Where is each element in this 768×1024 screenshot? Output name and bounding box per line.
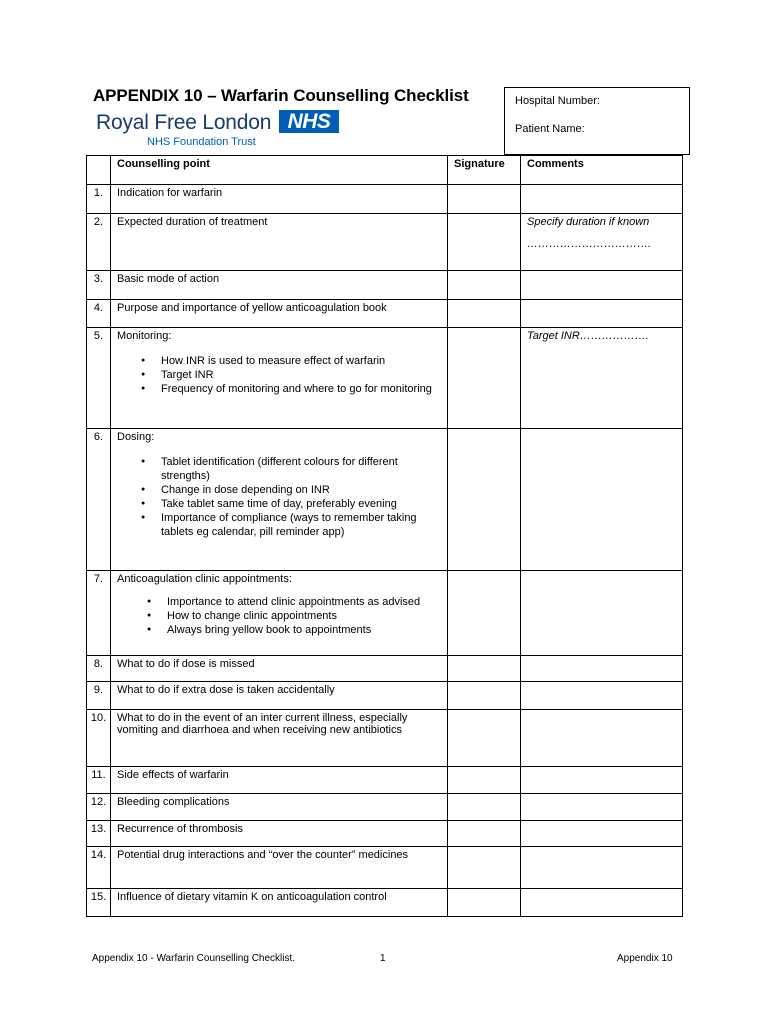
header-comments: Comments [521, 156, 683, 185]
signature-cell[interactable] [448, 767, 521, 794]
header-signature: Signature [448, 156, 521, 185]
row-number: 6. [87, 429, 111, 571]
table-row [87, 656, 683, 682]
signature-cell[interactable] [448, 682, 521, 710]
row-number: 5. [87, 328, 111, 429]
row-number: 12. [87, 794, 111, 821]
footer-left: Appendix 10 - Warfarin Counselling Checklist. [92, 953, 296, 964]
comments-cell[interactable] [521, 300, 683, 328]
signature-cell[interactable] [448, 847, 521, 889]
signature-cell[interactable] [448, 821, 521, 847]
counselling-point: Expected duration of treatment [111, 214, 448, 271]
table-row [87, 847, 683, 889]
table-row [87, 185, 683, 214]
row-number: 4. [87, 300, 111, 328]
row-number: 1. [87, 185, 111, 214]
comments-cell[interactable] [521, 185, 683, 214]
comments-cell[interactable] [521, 429, 683, 571]
comments-cell[interactable] [521, 214, 683, 271]
signature-cell[interactable] [448, 185, 521, 214]
patient-name-label: Patient Name: [515, 123, 585, 135]
counselling-point [111, 571, 448, 656]
row-number: 11. [87, 767, 111, 794]
signature-cell[interactable] [448, 214, 521, 271]
footer-right: Appendix 10 [617, 953, 673, 964]
list-item: ● How to change clinic appointments [167, 609, 447, 623]
table-row [87, 271, 683, 300]
point-bullets [117, 455, 447, 539]
row-number: 15. [87, 889, 111, 917]
counselling-point: Bleeding complications [111, 794, 448, 821]
signature-cell[interactable] [448, 889, 521, 917]
comments-cell[interactable] [521, 847, 683, 889]
hospital-number-label: Hospital Number: [515, 95, 600, 107]
signature-cell[interactable] [448, 794, 521, 821]
table-row [87, 300, 683, 328]
table-row [87, 889, 683, 917]
table-row [87, 794, 683, 821]
counselling-point: What to do if dose is missed [111, 656, 448, 682]
trust-logo-subtitle: NHS Foundation Trust [147, 136, 256, 148]
row-number: 2. [87, 214, 111, 271]
comments-cell[interactable] [521, 794, 683, 821]
patient-details-box [504, 87, 690, 155]
list-item: ● Tablet identification (different colours for different strengths) [161, 455, 447, 483]
list-item: ● Take tablet same time of day, preferably evening [161, 497, 447, 511]
list-item: ● How INR is used to measure effect of warfarin [161, 354, 447, 368]
table-row [87, 214, 683, 271]
comments-cell[interactable] [521, 571, 683, 656]
signature-cell[interactable] [448, 571, 521, 656]
list-item: ● Importance to attend clinic appointments as advised [167, 595, 447, 609]
counselling-point: Recurrence of thrombosis [111, 821, 448, 847]
table-row [87, 429, 683, 571]
signature-cell[interactable] [448, 300, 521, 328]
row-number: 9. [87, 682, 111, 710]
counselling-point: What to do in the event of an inter current illness, especially vomiting and diarrhoea and when receiving new antibiotics [111, 710, 448, 767]
header-counselling-point: Counselling point [111, 156, 448, 185]
signature-cell[interactable] [448, 710, 521, 767]
table-row [87, 682, 683, 710]
point-heading: Anticoagulation clinic appointments: [117, 573, 292, 585]
counselling-point: Indication for warfarin [111, 185, 448, 214]
target-inr-prompt: Target INR………………. [527, 330, 649, 342]
counselling-point: Basic mode of action [111, 271, 448, 300]
page-title: APPENDIX 10 – Warfarin Counselling Checklist [93, 86, 469, 105]
nhs-logo-badge: NHS [279, 110, 339, 133]
list-item: ● Always bring yellow book to appointments [167, 623, 447, 637]
counselling-point: Purpose and importance of yellow anticoagulation book [111, 300, 448, 328]
table-header-row [87, 156, 683, 185]
signature-cell[interactable] [448, 271, 521, 300]
row-number: 3. [87, 271, 111, 300]
list-item: ● Frequency of monitoring and where to go for monitoring [161, 382, 447, 396]
counselling-point: What to do if extra dose is taken accidentally [111, 682, 448, 710]
comments-cell[interactable] [521, 328, 683, 429]
row-number: 10. [87, 710, 111, 767]
row-number: 13. [87, 821, 111, 847]
trust-logo-text: Royal Free London [96, 111, 272, 134]
list-item: ● Target INR [161, 368, 447, 382]
comments-cell[interactable] [521, 889, 683, 917]
row-number: 8. [87, 656, 111, 682]
list-item: ● Change in dose depending on INR [161, 483, 447, 497]
counselling-point [111, 328, 448, 429]
comments-cell[interactable] [521, 767, 683, 794]
row-number: 7. [87, 571, 111, 656]
table-row [87, 710, 683, 767]
comments-cell[interactable] [521, 656, 683, 682]
counselling-point: Potential drug interactions and “over the counter” medicines [111, 847, 448, 889]
table-row [87, 328, 683, 429]
comments-cell[interactable] [521, 821, 683, 847]
signature-cell[interactable] [448, 656, 521, 682]
comments-cell[interactable] [521, 682, 683, 710]
table-row [87, 821, 683, 847]
table-row [87, 571, 683, 656]
comments-cell[interactable] [521, 710, 683, 767]
header-num-cell [87, 156, 111, 185]
signature-cell[interactable] [448, 328, 521, 429]
duration-prompt: Specify duration if known [527, 216, 650, 228]
comments-cell[interactable] [521, 271, 683, 300]
page-number: 1 [380, 953, 386, 964]
counselling-point: Influence of dietary vitamin K on anticoagulation control [111, 889, 448, 917]
point-heading: Monitoring: [117, 330, 172, 342]
list-item: ● Importance of compliance (ways to remember taking tablets eg calendar, pill reminder app) [161, 511, 447, 539]
duration-blank: ……………………………. [527, 238, 652, 250]
signature-cell[interactable] [448, 429, 521, 571]
row-number: 14. [87, 847, 111, 889]
table-row [87, 767, 683, 794]
point-bullets [117, 595, 447, 637]
counselling-point [111, 429, 448, 571]
counselling-point: Side effects of warfarin [111, 767, 448, 794]
point-bullets [117, 354, 447, 396]
counselling-checklist-table [86, 155, 683, 917]
point-heading: Dosing: [117, 431, 155, 443]
